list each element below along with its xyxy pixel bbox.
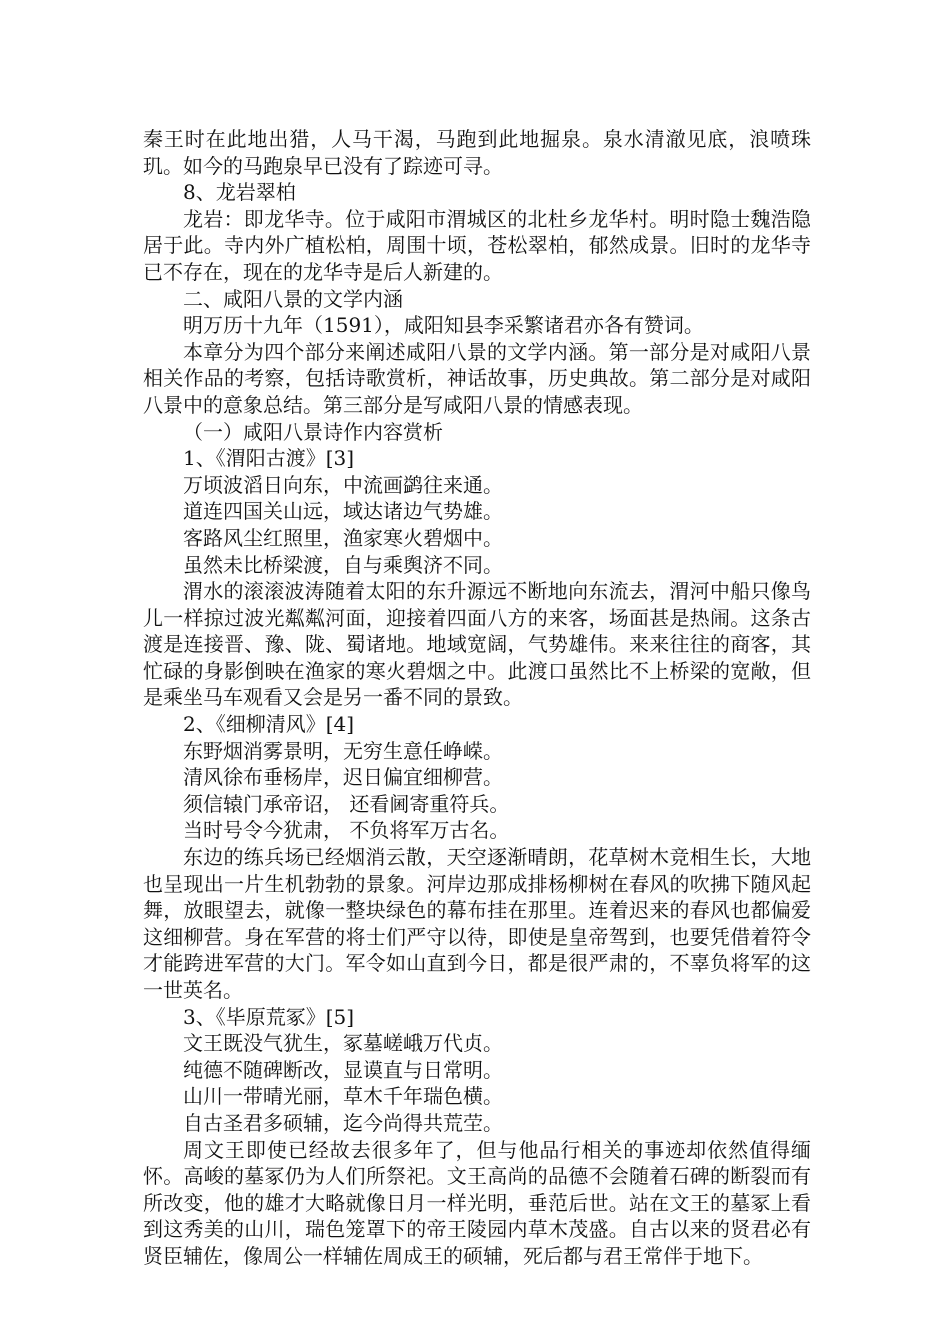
poem-line: 虽然未比桥梁渡，自与乘舆济不同。 [183,552,503,577]
poem-title: 2、《细柳清风》[4] [183,712,355,737]
section-heading: （一）咸阳八景诗作内容赏析 [183,419,443,444]
poem-line: 须信辕门承帝诏， 还看阃寄重符兵。 [183,791,510,816]
poem-line: 道连四国关山远，域达诸边气势雄。 [183,499,503,524]
poem-line: 山川一带晴光丽，草木千年瑞色横。 [183,1084,503,1109]
poem-line: 文王既没气犹生，冢墓嵯峨万代贞。 [183,1031,503,1056]
section-heading: 8、龙岩翠柏 [183,180,296,205]
paragraph: 周文王即使已经故去很多年了，但与他品行相关的事迹却依然值得缅怀。高峻的墓冢仍为人们所祭祀。文王高尚的品德不会随着石碑的断裂而有所改变，他的雄才大略就像日月一样光明，垂范后世。站在文王的墓冢上看到这秀美的山川，瑞色笼罩下的帝王陵园内草木茂盛。自古以来的贤君必有贤臣辅佐，像周公一样辅佐周成王的硕辅，死后都与君王常伴于地下。 [143,1137,811,1268]
poem-title: 3、《毕原荒冢》[5] [183,1004,355,1029]
paragraph: 秦王时在此地出猎，人马干渴，马跑到此地掘泉。泉水清澈见底，浪喷珠玑。如今的马跑泉早已没有了踪迹可寻。 [143,127,811,178]
poem-line: 纯德不随碑断改，显谟直与日常明。 [183,1057,503,1082]
chapter-heading: 二、咸阳八景的文学内涵 [183,286,403,311]
document-body [143,126,811,1270]
paragraph: 东边的练兵场已经烟消云散，天空逐渐晴朗，花草树木竞相生长，大地也呈现出一片生机勃勃的景象。河岸边那成排杨柳树在春风的吹拂下随风起舞，放眼望去，就像一整块绿色的幕布挂在那里。连着迟来的春风也都偏爱这细柳营。身在军营的将士们严守以待，即使是皇帝驾到，也要凭借着符令才能跨进军营的大门。军令如山直到今日，都是很严肃的，不辜负将军的这一世英名。 [143,845,811,1002]
poem-line: 当时号令今犹肃， 不负将军万古名。 [183,818,510,843]
poem-line: 东野烟消雾景明，无穷生意任峥嵘。 [183,738,503,763]
paragraph: 本章分为四个部分来阐述咸阳八景的文学内涵。第一部分是对咸阳八景相关作品的考察，包括诗歌赏析，神话故事，历史典故。第二部分是对咸阳八景中的意象总结。第三部分是写咸阳八景的情感表现。 [143,339,811,417]
poem-title: 1、《渭阳古渡》[3] [183,446,355,471]
poem-line: 自古圣君多硕辅，迄今尚得共荒茔。 [183,1110,503,1135]
paragraph: 渭水的滚滚波涛随着太阳的东升源远不断地向东流去，渭河中船只像鸟儿一样掠过波光粼粼河面，迎接着四面八方的来客，场面甚是热闹。这条古渡是连接晋、豫、陇、蜀诸地。地域宽阔，气势雄伟。来来往往的商客，其忙碌的身影倒映在渔家的寒火碧烟之中。此渡口虽然比不上桥梁的宽敞，但是乘坐马车观看又会是另一番不同的景致。 [143,579,811,710]
paragraph: 龙岩：即龙华寺。位于咸阳市渭城区的北杜乡龙华村。明时隐士魏浩隐居于此。寺内外广植松柏，周围十顷，苍松翠柏，郁然成景。旧时的龙华寺已不存在，现在的龙华寺是后人新建的。 [143,206,811,284]
paragraph: 明万历十九年（1591），咸阳知县李采繁诸君亦各有赞词。 [183,313,704,338]
poem-line: 客路风尘红照里，渔家寒火碧烟中。 [183,525,503,550]
poem-line: 清风徐布垂杨岸，迟日偏宜细柳营。 [183,765,503,790]
poem-line: 万顷波滔日向东，中流画鹢往来通。 [183,472,503,497]
